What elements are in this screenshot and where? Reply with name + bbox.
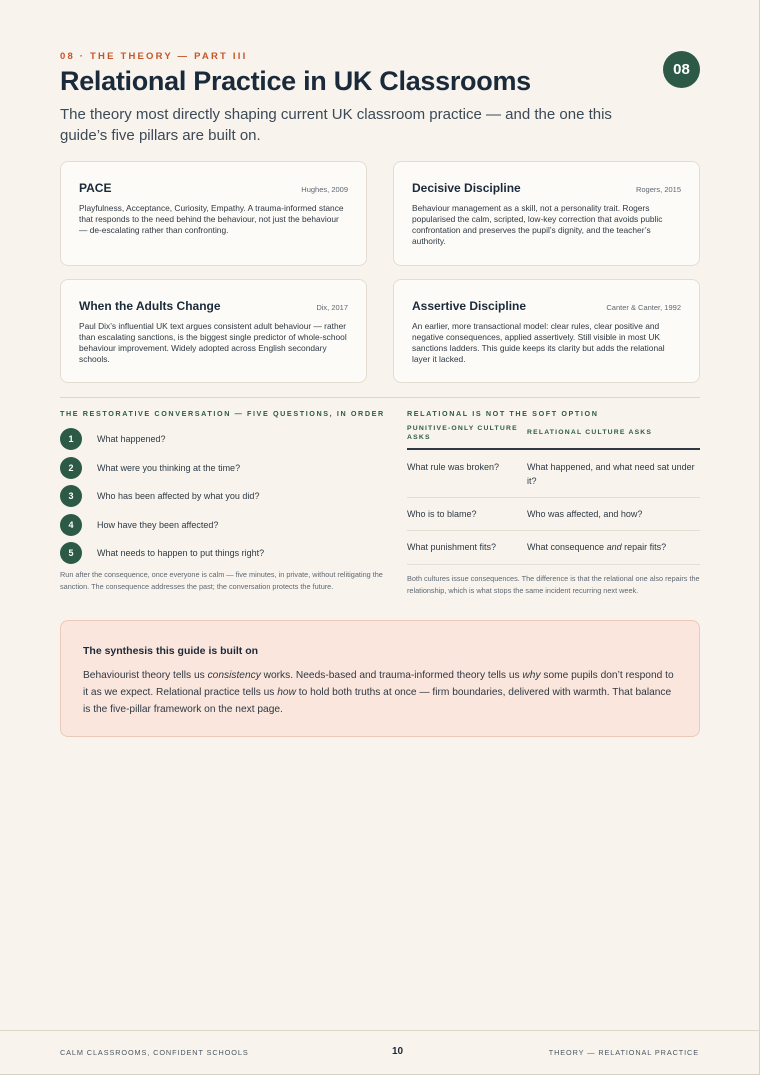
page-number: 10: [392, 1046, 404, 1057]
step-number: 3: [60, 485, 82, 507]
step-number: 1: [60, 428, 82, 450]
column-header-relational: RELATIONAL CULTURE ASKS: [527, 429, 653, 436]
step-number: 4: [60, 514, 82, 536]
comparison-label: RELATIONAL IS NOT THE SOFT OPTION: [407, 409, 599, 418]
list-item: [60, 511, 380, 540]
table-cell: What punishment fits?: [407, 542, 497, 552]
card-when-the-adults-change: [60, 279, 367, 383]
callout-emphasis: consistency: [207, 670, 261, 681]
list-item: [60, 454, 380, 483]
table-row: [407, 450, 700, 498]
step-text: How have they been affected?: [97, 519, 219, 530]
card-pace: [60, 161, 367, 266]
step-text: Who has been affected by what you did?: [97, 491, 260, 502]
step-text: What happened?: [97, 434, 166, 445]
callout-text: to hold both truths at once — firm boundaries, delivered with warmth. That balance is the five-pillar framework on the next page.: [83, 687, 672, 715]
list-item: [60, 482, 380, 511]
step-text: What were you thinking at the time?: [97, 462, 241, 473]
footer-section: THEORY — RELATIONAL PRACTICE: [548, 1048, 699, 1057]
card-citation: Rogers, 2015: [635, 185, 681, 194]
card-body: Paul Dix’s influential UK text argues consistent adult behaviour — rather than escalating sanctions, is the biggest single predictor of whole-school behaviour improvement. Widely adopted across English secondary schools.: [79, 321, 347, 364]
table-row: [407, 531, 700, 565]
footer-divider: [0, 1030, 760, 1031]
table-cell: What happened, and what need sat under it?: [527, 462, 695, 486]
callout-text: some pupils don’t respond to it as we expect. Relational practice tells us: [83, 670, 674, 698]
card-title: PACE: [79, 181, 112, 195]
list-item: [60, 425, 380, 454]
card-body: Playfulness, Acceptance, Curiosity, Empathy. A trauma-informed stance that responds to the need behind the behaviour, not just the behaviour — de-escalating rather than confronting.: [79, 203, 344, 235]
cell-emphasis: and: [606, 542, 622, 552]
table-cell: Who was affected, and how?: [527, 509, 643, 519]
comparison-note: Both cultures issue consequences. The difference is that the relational one also repairs the relationship, which is what stops the same incident recurring next week.: [407, 574, 700, 595]
table-header: [407, 424, 700, 450]
card-title: Decisive Discipline: [412, 181, 521, 195]
section-eyebrow: 08 · THE THEORY — PART III: [60, 51, 248, 62]
table-row: [407, 498, 700, 531]
callout-text: works. Needs-based and trauma-informed theory tells us: [260, 670, 523, 681]
callout-emphasis: why: [522, 670, 541, 681]
list-item: [60, 539, 380, 568]
card-citation: Dix, 2017: [316, 303, 348, 312]
callout-text: Behaviourist theory tells us: [83, 670, 208, 681]
page-title: Relational Practice in UK Classrooms: [60, 66, 531, 96]
restorative-steps: [60, 425, 380, 568]
callout-body: [83, 667, 677, 718]
card-title: Assertive Discipline: [412, 299, 527, 313]
column-header-punitive: PUNITIVE-ONLY CULTURE ASKS: [407, 425, 518, 441]
restorative-label: THE RESTORATIVE CONVERSATION — FIVE QUESTIONS, IN ORDER: [60, 409, 385, 418]
card-decisive-discipline: [393, 161, 700, 266]
synthesis-callout: [60, 620, 700, 737]
footer-publication: CALM CLASSROOMS, CONFIDENT SCHOOLS: [60, 1048, 249, 1057]
page-subtitle: The theory most directly shaping current UK classroom practice — and the one this guide’s five pillars are built on.: [60, 106, 612, 144]
step-text: What needs to happen to put things right?: [97, 548, 265, 559]
cell-text: What consequence: [527, 542, 607, 552]
callout-title: The synthesis this guide is built on: [83, 645, 259, 657]
comparison-table: [407, 424, 700, 565]
chapter-badge: 08: [663, 51, 700, 88]
card-citation: Hughes, 2009: [301, 185, 348, 194]
step-number: 5: [60, 542, 82, 564]
table-cell: Who is to blame?: [407, 509, 477, 519]
table-cell: [527, 540, 700, 554]
card-citation: Canter & Canter, 1992: [606, 303, 681, 312]
callout-emphasis: how: [277, 687, 296, 698]
card-assertive-discipline: [393, 279, 700, 383]
card-body: Behaviour management as a skill, not a personality trait. Rogers popularised the calm, scripted, low-key correction that avoids public confrontation and preserves the pupil’s dignity, and the teacher’s authority.: [412, 203, 663, 246]
restorative-note: Run after the consequence, once everyone is calm — five minutes, in private, without relitigating the sanction. The consequence addresses the past; the conversation protects the future.: [60, 570, 383, 591]
table-cell: What rule was broken?: [407, 462, 500, 472]
section-divider: [60, 397, 700, 398]
card-body: An earlier, more transactional model: clear rules, clear positive and negative consequences, applied assertively. Still visible in most UK sanctions ladders. This guide keeps its clarity but adds the relational layer it lacked.: [412, 321, 665, 364]
card-title: When the Adults Change: [79, 299, 221, 313]
step-number: 2: [60, 457, 82, 479]
cell-text: repair fits?: [621, 542, 667, 552]
